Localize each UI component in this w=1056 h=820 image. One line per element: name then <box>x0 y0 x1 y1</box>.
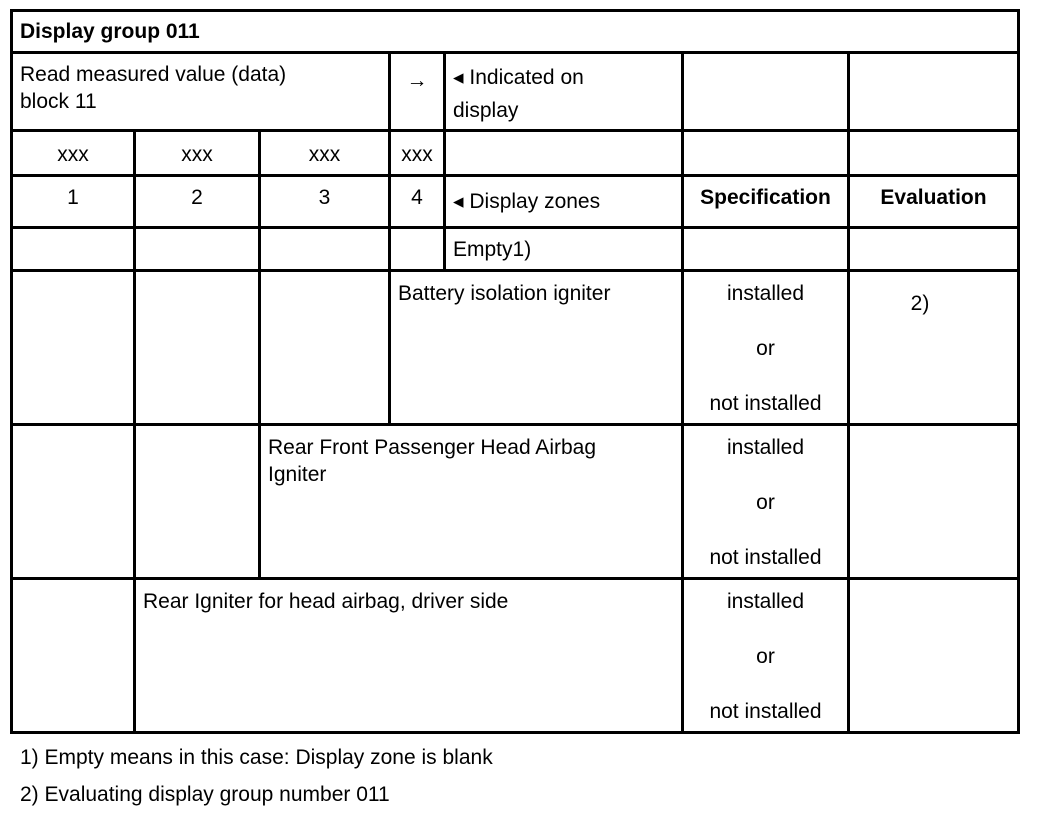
table-border-bottom <box>10 731 1020 734</box>
spec-value: not installed <box>709 700 822 723</box>
spec-value: installed <box>726 590 805 613</box>
spec-value: not installed <box>709 392 822 415</box>
table-column-divider <box>133 129 136 734</box>
display-zone-number: 3 <box>318 186 331 209</box>
read-measured-value-block: block 11 <box>20 90 97 113</box>
table-border-right <box>1017 9 1020 734</box>
table-column-divider <box>443 51 446 272</box>
evaluation-header: Evaluation <box>880 186 987 209</box>
right-arrow-icon: → <box>406 69 428 92</box>
spec-value: or <box>756 645 775 668</box>
zone-placeholder: xxx <box>57 143 89 166</box>
table-rule <box>10 577 1020 580</box>
read-measured-value-label: Read measured value (data) <box>20 63 287 86</box>
display-zone-number: 4 <box>411 186 423 209</box>
table-rule <box>10 269 1020 272</box>
display-zone-number: 2 <box>191 186 203 209</box>
specification-header: Specification <box>700 186 831 209</box>
spec-value: or <box>756 491 775 514</box>
spec-value: installed <box>726 436 805 459</box>
spec-value: not installed <box>709 546 822 569</box>
table-border-top <box>10 9 1020 12</box>
display-zones-label: ◂ Display zones <box>453 190 601 213</box>
table-rule <box>10 174 1020 177</box>
table-column-divider <box>847 51 850 734</box>
table-rule <box>10 226 1020 229</box>
row-label-line2: Igniter <box>268 463 327 486</box>
footnote: 1) Empty means in this case: Display zone is blank <box>20 746 493 769</box>
zone-placeholder: xxx <box>308 143 341 166</box>
zone-placeholder: xxx <box>181 143 213 166</box>
empty-label: Empty1) <box>453 238 532 261</box>
indicated-on-display-label-line2: display <box>453 99 519 122</box>
table-rule <box>10 51 1020 54</box>
table-rule <box>10 129 1020 132</box>
table-border-left <box>10 9 13 734</box>
footnote: 2) Evaluating display group number 011 <box>20 783 390 806</box>
evaluation-value: 2) <box>910 292 930 315</box>
display-zone-number: 1 <box>67 186 79 209</box>
zone-placeholder: xxx <box>401 143 433 166</box>
table-column-divider <box>388 269 391 426</box>
row-label: Rear Front Passenger Head Airbag <box>268 436 597 459</box>
table-rule <box>10 423 1020 426</box>
spec-value: or <box>756 337 775 360</box>
indicated-on-display-label: ◂ Indicated on <box>453 66 584 89</box>
table-title: Display group 011 <box>20 20 200 43</box>
spec-value: installed <box>726 282 805 305</box>
row-label: Rear Igniter for head airbag, driver side <box>143 590 509 613</box>
row-label: Battery isolation igniter <box>398 282 611 305</box>
